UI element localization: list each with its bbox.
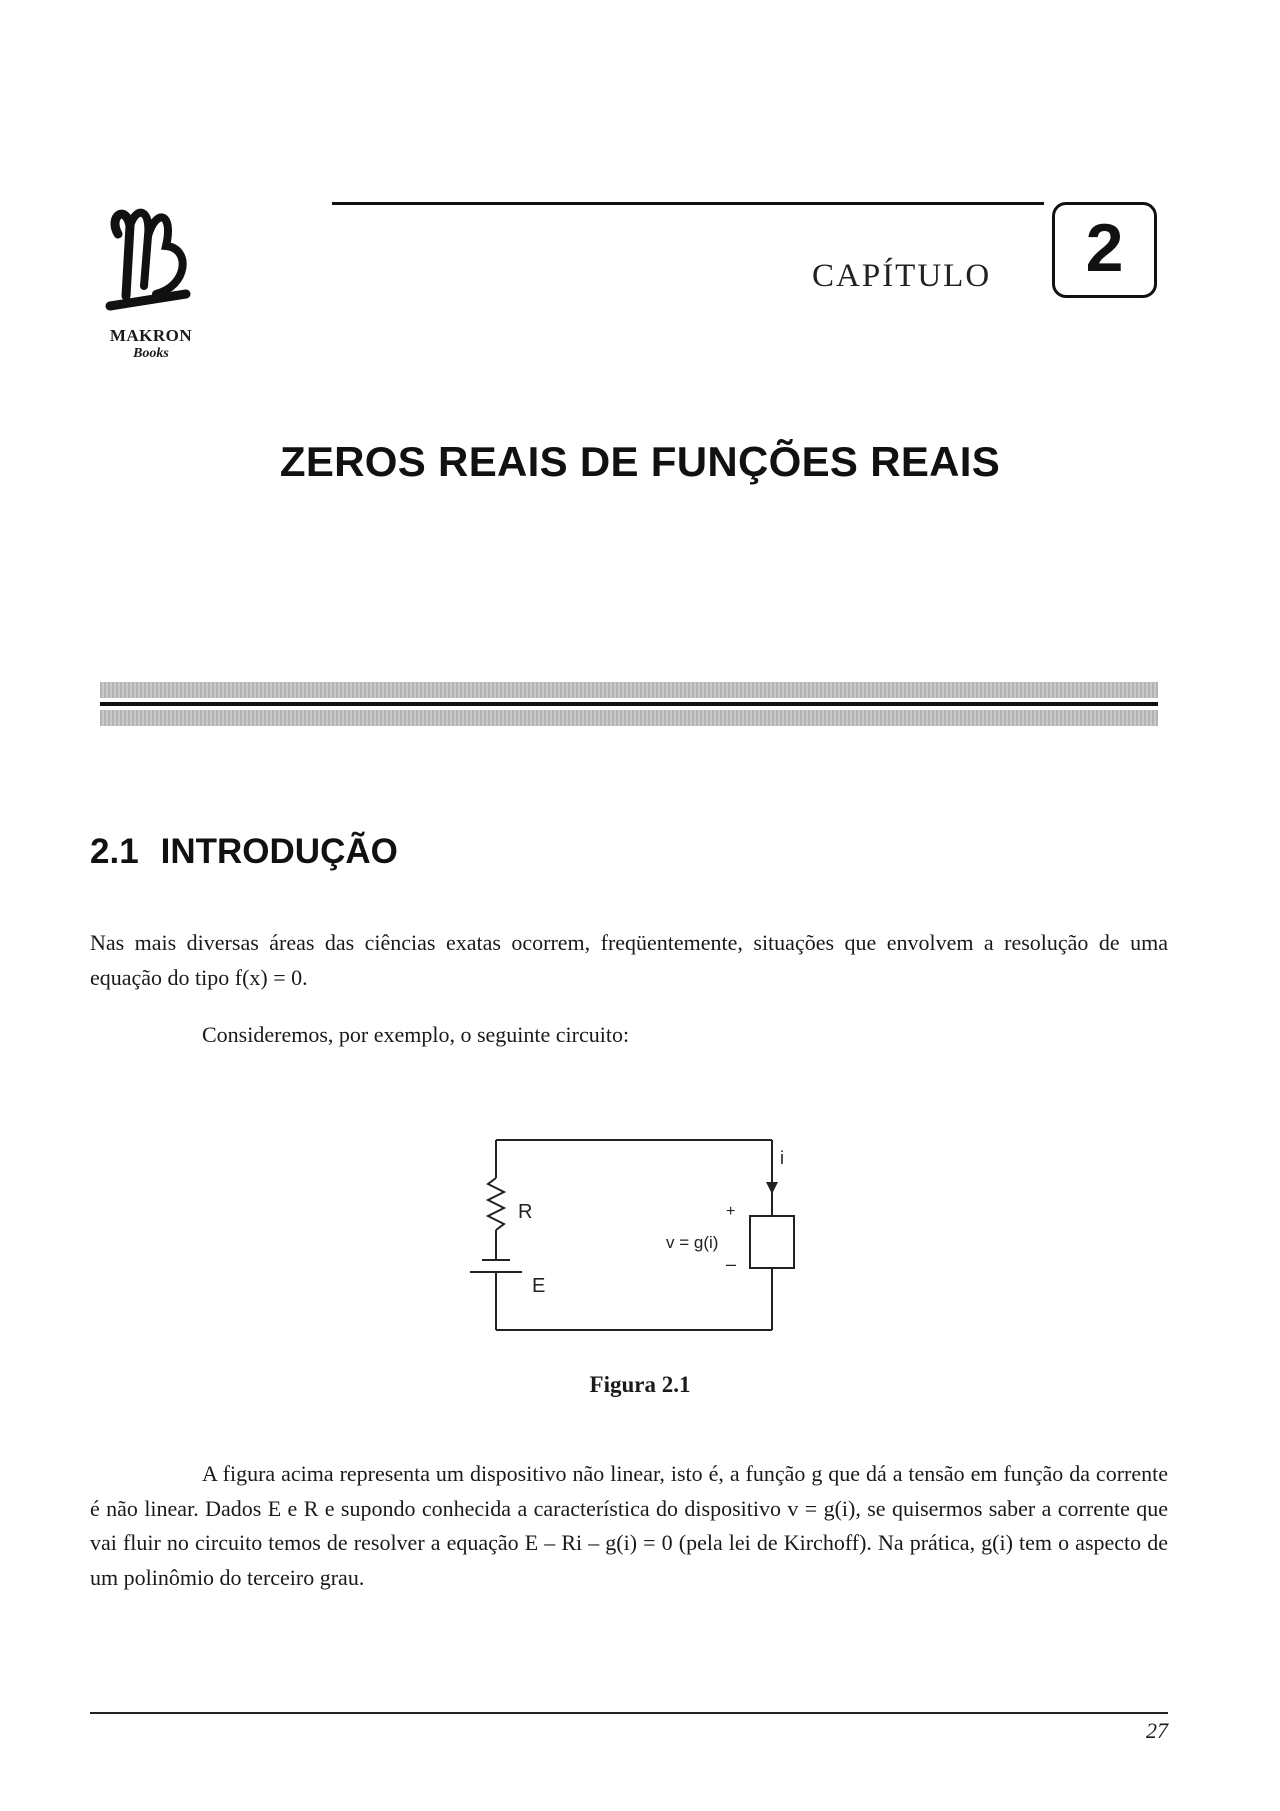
- label-device: v = g(i): [666, 1233, 719, 1252]
- device-box: [750, 1216, 794, 1268]
- decorative-band-line: [100, 702, 1158, 706]
- label-plus: +: [726, 1203, 736, 1220]
- section-number: 2.1: [90, 832, 139, 871]
- publisher-name: MAKRON: [109, 326, 193, 345]
- publisher-logo: [96, 186, 206, 376]
- figure-caption: Figura 2.1: [589, 1372, 691, 1397]
- paragraph-circuit-intro: Consideremos, por exemplo, o seguinte circuito:: [202, 1022, 630, 1047]
- resistor-icon: [488, 1178, 504, 1230]
- paragraph-explanation: A figura acima representa um dispositivo não linear, isto é, a função g que dá a tensão em função da corrente é não linear. Dados E e R e supondo conhecida a característica do dispositivo v = g(i), se quisermos saber a corrente que vai fluir no circuito temos de resolver a equação E – Ri – g(i) = 0 (pela lei de Kirchoff). Na prática, g(i) tem o aspecto de um polinômio do terceiro grau.: [90, 1461, 1168, 1590]
- chapter-number: 2: [1085, 210, 1124, 286]
- footer-rule: [90, 1712, 1168, 1714]
- publisher-subname: Books: [133, 346, 169, 361]
- chapter-title: ZEROS REAIS DE FUNÇÕES REAIS: [279, 438, 1001, 485]
- label-current: i: [780, 1148, 784, 1168]
- label-minus: –: [726, 1254, 737, 1274]
- label-source: E: [532, 1275, 546, 1297]
- paragraph-intro: Nas mais diversas áreas das ciências exatas ocorrem, freqüentemente, situações que envolvem a resolução de uma equação do tipo f(x) = 0.: [90, 930, 1168, 990]
- decorative-band-top: [100, 682, 1158, 698]
- section-heading: [90, 832, 398, 872]
- circuit-figure: [430, 1120, 850, 1350]
- page-number: 27: [1146, 1718, 1168, 1743]
- decorative-band-bottom: [100, 710, 1158, 726]
- current-arrow-icon: [766, 1182, 778, 1194]
- chapter-rule: [332, 202, 1044, 205]
- label-resistor: R: [518, 1201, 533, 1223]
- chapter-label: CAPÍTULO: [812, 258, 992, 294]
- circuit-diagram: [430, 1120, 850, 1350]
- makron-monogram-icon: [96, 186, 206, 326]
- section-title: INTRODUÇÃO: [160, 832, 398, 871]
